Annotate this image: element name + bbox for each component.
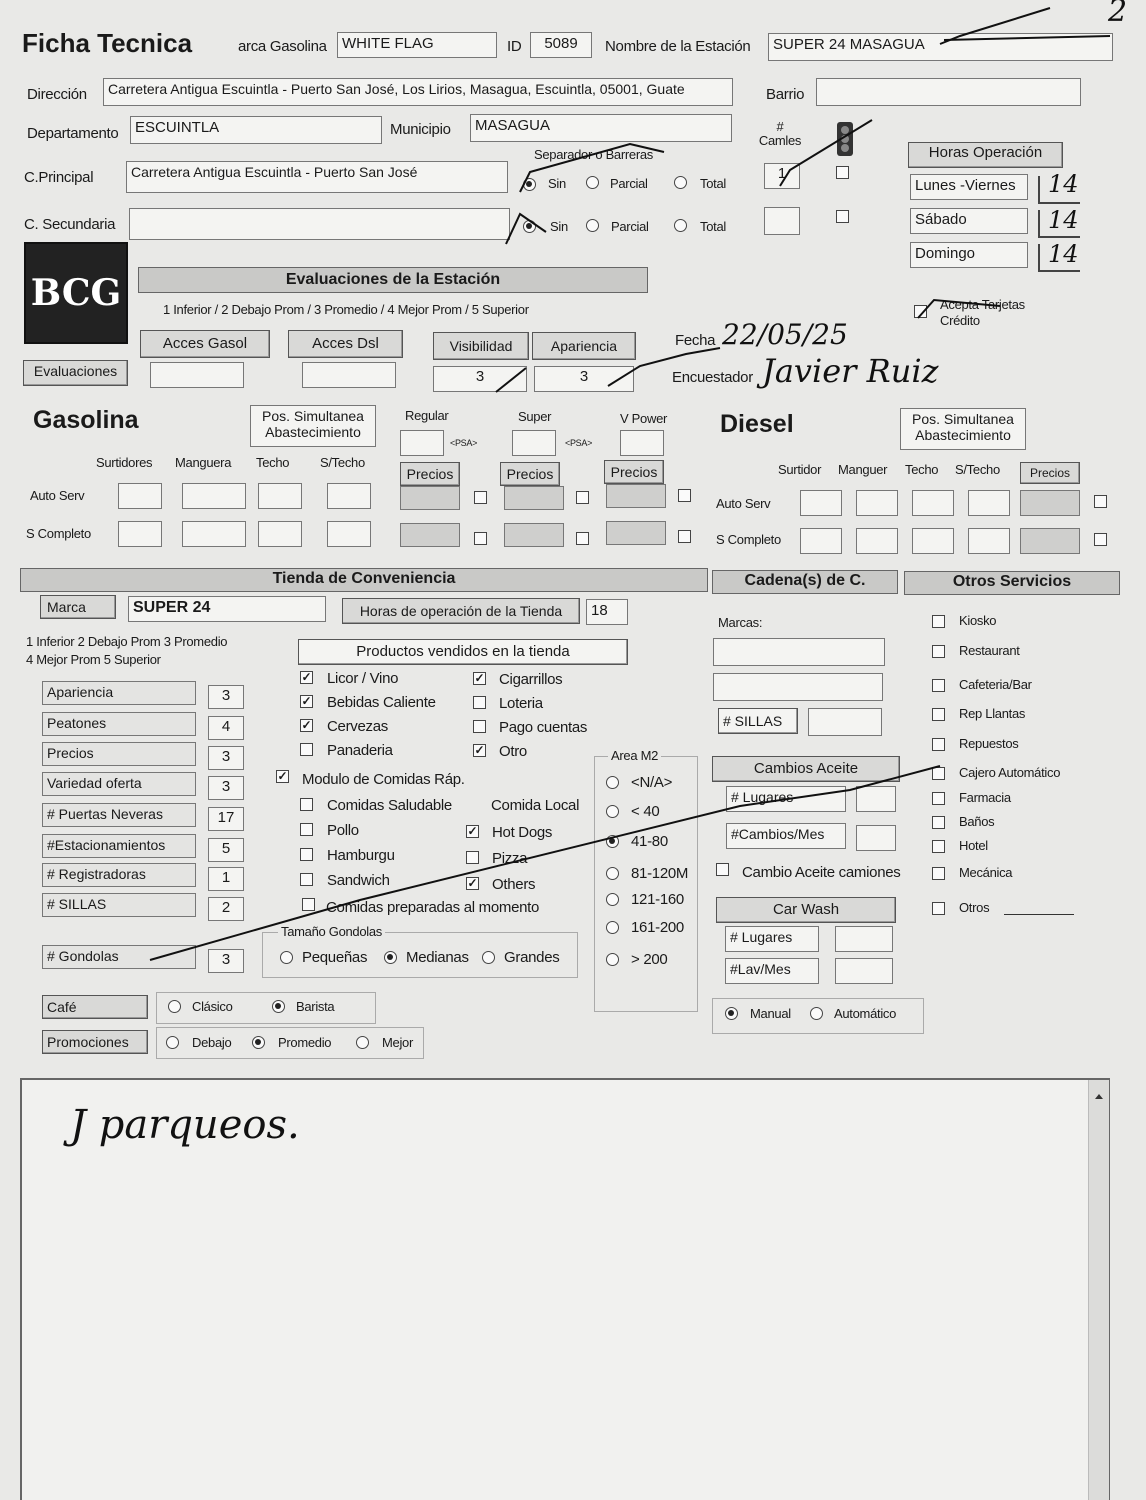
visibilidad-field[interactable]: 3	[433, 366, 527, 392]
lunes-viernes-label: Lunes -Viernes	[910, 174, 1028, 200]
fecha-label: Fecha	[675, 332, 716, 349]
promo-option-label: Debajo	[192, 1035, 232, 1050]
rating-value[interactable]: 5	[208, 838, 244, 862]
area-option-label: 41-80	[631, 833, 668, 850]
diesel-surtidor-label: Surtidor	[778, 462, 822, 477]
producto-label: Pago cuentas	[499, 719, 588, 736]
rating-value[interactable]: 4	[208, 716, 244, 740]
apariencia-field[interactable]: 3	[534, 366, 634, 392]
id-field[interactable]: 5089	[530, 32, 592, 58]
area-option-label: < 40	[631, 803, 660, 820]
producto-check[interactable]: ✓	[301, 694, 312, 708]
rating-value[interactable]: 1	[208, 867, 244, 891]
rating-label: # Gondolas	[42, 945, 196, 969]
cambios-aceite-header: Cambios Aceite	[712, 756, 900, 782]
c-principal-label: C.Principal	[24, 169, 94, 186]
otros-servicio-label: Otros	[959, 900, 990, 915]
tamano-label: Pequeñas	[302, 949, 368, 966]
direccion-label: Dirección	[27, 86, 87, 103]
cafe-option-label: Clásico	[192, 999, 233, 1014]
notes-text: J parqueos.	[70, 1102, 300, 1148]
car-wash-lugares-label: # Lugares	[725, 926, 819, 952]
tienda-marca-field[interactable]: SUPER 24	[128, 596, 326, 622]
tienda-scale-line2: 4 Mejor Prom 5 Superior	[26, 652, 161, 667]
rating-label: # SILLAS	[42, 893, 196, 917]
techo-label: Techo	[256, 455, 290, 470]
evaluaciones-button[interactable]: Evaluaciones	[23, 360, 128, 386]
cafe-option-label: Barista	[296, 999, 335, 1014]
producto-label: Licor / Vino	[327, 670, 399, 687]
rating-label: # Puertas Neveras	[42, 803, 196, 827]
visibilidad-header: Visibilidad	[433, 332, 529, 360]
vpower-label: V Power	[620, 411, 668, 426]
rating-value[interactable]: 3	[208, 746, 244, 770]
camiles-field[interactable]: 1	[764, 163, 800, 189]
otros-servicio-label: Hotel	[959, 838, 988, 853]
marca-gasolina-label: arca Gasolina	[238, 38, 327, 55]
otros-servicio-label: Farmacia	[959, 790, 1011, 805]
nombre-estacion-field[interactable]: SUPER 24 MASAGUA	[768, 33, 1113, 61]
evaluaciones-scale: 1 Inferior / 2 Debajo Prom / 3 Promedio / 4 Mejor Prom / 5 Superior	[163, 302, 529, 317]
tienda-horas-field[interactable]: 18	[586, 599, 628, 625]
producto-label: Bebidas Caliente	[327, 694, 436, 711]
rating-label: # Registradoras	[42, 863, 196, 887]
cadena-header: Cadena(s) de C.	[712, 570, 898, 594]
precios-super-header: Precios	[500, 462, 560, 486]
tamano-gondolas-label: Tamaño Gondolas	[278, 924, 385, 939]
otros-servicio-label: Cajero Automático	[959, 765, 1061, 780]
area-option-label: <N/A>	[631, 774, 673, 791]
cambios-lugares-label: # Lugares	[726, 786, 846, 812]
super-label: Super	[518, 409, 552, 424]
producto-label: Cervezas	[327, 718, 388, 735]
diesel-precios-header: Precios	[1020, 462, 1080, 484]
otros-servicio-label: Kiosko	[959, 613, 997, 628]
comida-label: Comidas Saludable	[327, 797, 452, 814]
tienda-header: Tienda de Conveniencia	[20, 568, 708, 592]
nombre-estacion-label: Nombre de la Estación	[605, 38, 751, 55]
direccion-field[interactable]: Carretera Antigua Escuintla - Puerto San José, Los Lirios, Masagua, Escuintla, 05001, Guate	[103, 78, 733, 106]
lav-mes-label: #Lav/Mes	[725, 958, 819, 984]
domingo-value[interactable]: 14	[1048, 240, 1079, 268]
acces-dsl-header: Acces Dsl	[288, 330, 403, 358]
area-option-label: > 200	[631, 951, 668, 968]
promociones-label: Promociones	[42, 1030, 148, 1054]
diesel-manguer-label: Manguer	[838, 462, 888, 477]
productos-header: Productos vendidos en la tienda	[298, 639, 628, 665]
rating-label: Variedad oferta	[42, 772, 196, 796]
rating-value[interactable]: 3	[208, 776, 244, 800]
acepta-tarjetas-label: Acepta Tarjetas Crédito	[940, 297, 1025, 328]
apariencia-header: Apariencia	[532, 332, 636, 360]
c-secundaria-label: C. Secundaria	[24, 216, 116, 233]
sabado-value[interactable]: 14	[1048, 206, 1079, 234]
gasolina-title: Gasolina	[33, 406, 139, 434]
producto-label: Loteria	[499, 695, 543, 712]
separador-sin-label: Sin	[548, 176, 566, 191]
otros-servicio-label: Baños	[959, 814, 995, 829]
promo-option-label: Mejor	[382, 1035, 414, 1050]
precios-regular-header: Precios	[400, 462, 460, 486]
rating-label: Precios	[42, 742, 196, 766]
gas-auto-serv-label: Auto Serv	[30, 488, 85, 503]
psa-label-1: <PSA>	[450, 438, 478, 448]
comida-label: Others	[492, 876, 536, 893]
psa-label-2: <PSA>	[565, 438, 593, 448]
rating-value[interactable]: 3	[208, 685, 244, 709]
modulo-comidas-label: Modulo de Comidas Ráp.	[302, 771, 465, 788]
otros-servicio-label: Cafeteria/Bar	[959, 677, 1032, 692]
gasolina-pos-simultanea: Pos. Simultanea Abastecimiento	[250, 405, 376, 447]
otros-servicio-label: Rep Llantas	[959, 706, 1026, 721]
lunes-viernes-value[interactable]: 14	[1048, 170, 1079, 198]
id-label: ID	[507, 38, 522, 55]
page-number-mark: 2	[1108, 0, 1128, 29]
separador-label: Separador o Barreras	[534, 147, 654, 162]
page-title: Ficha Tecnica	[22, 28, 193, 58]
diesel-pos-simultanea: Pos. Simultanea Abastecimiento	[900, 408, 1026, 450]
tienda-horas-label: Horas de operación de la Tienda	[342, 598, 580, 624]
rating-value[interactable]: 2	[208, 897, 244, 921]
rating-label: Peatones	[42, 712, 196, 736]
marca-gasolina-field[interactable]: WHITE FLAG	[337, 32, 497, 58]
diesel-s-completo-label: S Completo	[716, 532, 781, 547]
diesel-techo-label: Techo	[905, 462, 939, 477]
comida-label: Sandwich	[327, 872, 390, 889]
producto-check[interactable]: ✓	[474, 671, 485, 685]
comida-label: Pollo	[327, 822, 359, 839]
precios-vpower-header: Precios	[604, 460, 664, 484]
municipio-label: Municipio	[390, 121, 451, 138]
modulo-comidas-check[interactable]: ✓	[277, 769, 288, 783]
rating-value[interactable]: 3	[208, 949, 244, 973]
c-principal-field[interactable]: Carretera Antigua Escuintla - Puerto San José	[126, 161, 508, 193]
car-wash-manual-label: Manual	[750, 1006, 791, 1021]
rating-label: #Estacionamientos	[42, 834, 196, 858]
manguera-label: Manguera	[175, 455, 232, 470]
marcas-label: Marcas:	[718, 615, 763, 630]
otros-servicio-label: Restaurant	[959, 643, 1020, 658]
departamento-label: Departamento	[27, 125, 119, 142]
evaluaciones-header: Evaluaciones de la Estación	[138, 267, 648, 293]
encuestador-label: Encuestador	[672, 369, 753, 386]
surtidores-label: Surtidores	[96, 455, 153, 470]
producto-label: Otro	[499, 743, 527, 760]
sabado-label: Sábado	[910, 208, 1028, 234]
producto-label: Cigarrillos	[499, 671, 563, 688]
producto-check[interactable]: ✓	[301, 718, 312, 732]
diesel-stecho-label: S/Techo	[955, 462, 1000, 477]
diesel-auto-serv-label: Auto Serv	[716, 496, 771, 511]
area-option-label: 121-160	[631, 891, 684, 908]
car-wash-automatico-label: Automático	[834, 1006, 897, 1021]
acces-gasol-header: Acces Gasol	[140, 330, 270, 358]
comida-check[interactable]: ✓	[467, 824, 478, 838]
diesel-title: Diesel	[720, 410, 794, 438]
area-option-label: 161-200	[631, 919, 684, 936]
separador2-sin-label: Sin	[550, 219, 568, 234]
area-option-label: 81-120M	[631, 865, 689, 882]
municipio-field[interactable]: MASAGUA	[470, 114, 732, 142]
producto-check[interactable]: ✓	[474, 743, 485, 757]
fecha-value[interactable]: 22/05/25	[722, 318, 848, 351]
tienda-scale-line1: 1 Inferior 2 Debajo Prom 3 Promedio	[26, 634, 228, 649]
domingo-label: Domingo	[910, 242, 1028, 268]
otros-servicios-header: Otros Servicios	[904, 571, 1120, 595]
promo-option-label: Promedio	[278, 1035, 332, 1050]
encuestador-value[interactable]: Javier Ruiz	[762, 352, 939, 390]
comidas-preparadas-label: Comidas preparadas al momento	[326, 899, 540, 916]
regular-label: Regular	[405, 408, 449, 423]
separador-parcial-label: Parcial	[610, 176, 648, 191]
camiles-label: # Camles	[758, 119, 802, 148]
rating-label: Apariencia	[42, 681, 196, 705]
horas-operacion-header: Horas Operación	[908, 142, 1063, 168]
separador-total-label: Total	[700, 176, 726, 191]
cafe-label: Café	[42, 995, 148, 1019]
tienda-marca-label: Marca	[40, 595, 116, 619]
rating-value[interactable]: 17	[208, 807, 244, 831]
comida-check[interactable]: ✓	[467, 876, 478, 890]
gas-s-completo-label: S Completo	[26, 526, 91, 541]
cambios-mes-label: #Cambios/Mes	[726, 823, 846, 849]
cambio-aceite-camiones-label: Cambio Aceite camiones	[742, 864, 901, 881]
separador2-parcial-label: Parcial	[611, 219, 649, 234]
bcg-logo-text: BCG	[30, 272, 122, 314]
otros-servicio-label: Repuestos	[959, 736, 1019, 751]
producto-check[interactable]: ✓	[301, 670, 312, 684]
s-techo-label: S/Techo	[320, 455, 365, 470]
producto-label: Panaderia	[327, 742, 393, 759]
car-wash-header: Car Wash	[716, 897, 896, 923]
tamano-label: Grandes	[504, 949, 560, 966]
comida-label: Hot Dogs	[492, 824, 553, 841]
comida-local-label: Comida Local	[491, 797, 580, 814]
otros-servicio-label: Mecánica	[959, 865, 1013, 880]
comida-label: Hamburgu	[327, 847, 395, 864]
cadena-sillas-label: # SILLAS	[718, 708, 798, 734]
tamano-label: Medianas	[406, 949, 469, 966]
departamento-field[interactable]: ESCUINTLA	[130, 116, 382, 144]
comida-label: Pizza	[492, 850, 528, 867]
area-m2-label: Area M2	[608, 748, 661, 763]
separador2-total-label: Total	[700, 219, 726, 234]
barrio-label: Barrio	[766, 86, 805, 103]
